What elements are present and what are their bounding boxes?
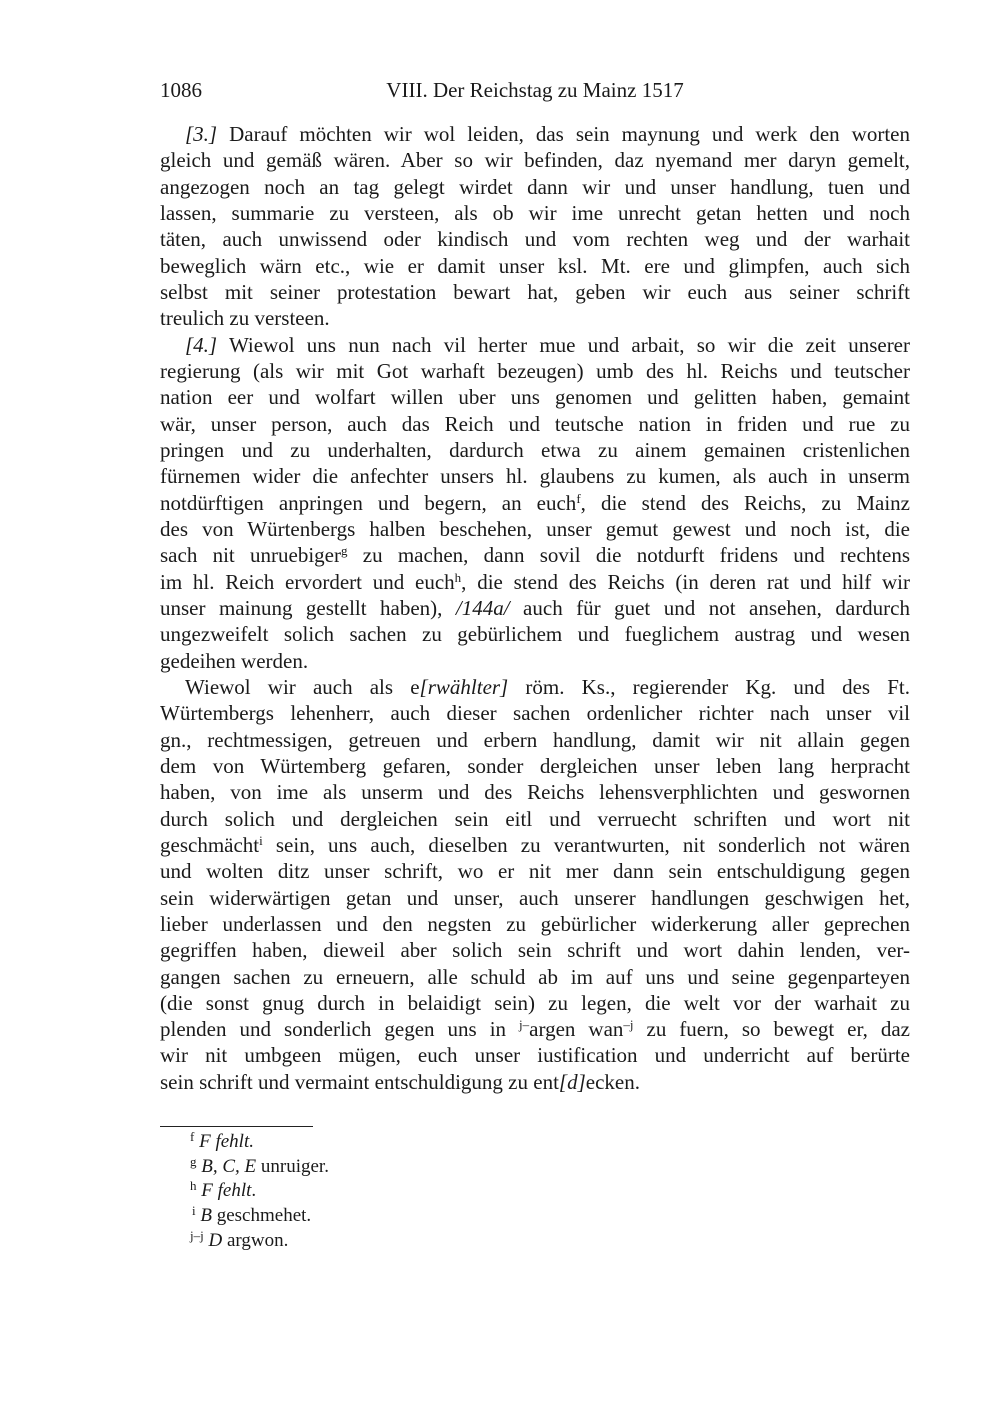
text-segment: fürnemen wider die anfechter unsers hl. glaubens zu kumen, als auch in unserm xyxy=(160,464,910,489)
text-line xyxy=(160,332,910,358)
italic-text: B, C, E xyxy=(201,1155,257,1177)
italic-text: F fehlt xyxy=(201,1180,252,1202)
text-segment: lassen, summarie zu versteen, als ob wir ime unrecht getan hetten und noch xyxy=(160,200,910,225)
text-segment: (die sonst gnug durch in belaidigt sein) zu legen, die welt vor der warhait zu xyxy=(160,990,910,1015)
text-segment: zu fuern, so bewegt er, daz xyxy=(633,1017,910,1042)
text-line xyxy=(160,1069,910,1095)
paragraph xyxy=(160,674,910,1095)
text-segment: , die stend des Reichs (in deren rat und hilf wir xyxy=(461,569,910,594)
text-line xyxy=(160,358,910,384)
text-line xyxy=(160,279,910,305)
text-segment: sein widerwärtigen getan und unser, auch unserer handlungen geschwigen het, xyxy=(160,885,910,910)
text-segment: treulich zu versteen. xyxy=(160,306,330,331)
text-segment: Wiewol uns nun nach vil herter mue und arbait, so wir die zeit unserer xyxy=(217,332,910,357)
text-line xyxy=(160,911,910,937)
text-line xyxy=(160,147,910,173)
footnote-marker: h xyxy=(190,1178,197,1194)
footnote-marker: i xyxy=(192,1203,196,1219)
text-line xyxy=(160,542,910,568)
italic-text: B xyxy=(200,1205,212,1227)
text-line xyxy=(160,384,910,410)
text-segment: gedeihen werden. xyxy=(160,648,309,673)
text-line xyxy=(160,1042,910,1068)
text-line xyxy=(160,990,910,1016)
text-segment: sach nit unruebiger xyxy=(160,543,341,568)
text-segment: angezogen noch an tag gelegt wirdet dann wir und unser handlung, tuen und xyxy=(160,174,910,199)
text-segment: sein, uns auch, dieselben zu verantwurten, nit sonderlich not wären xyxy=(262,832,910,857)
text-line xyxy=(160,779,910,805)
text-line xyxy=(160,569,910,595)
footnotes xyxy=(190,1130,329,1253)
footnote-marker: j–j xyxy=(190,1227,204,1243)
text-segment: geschmehet. xyxy=(211,1205,312,1227)
main-text xyxy=(160,121,910,1095)
italic-text: [d] xyxy=(558,1069,586,1094)
text-line xyxy=(160,832,910,858)
paragraph xyxy=(160,121,910,332)
text-segment: gegriffen haben, dieweil aber solich sein schrift und wort dahin lenden, ver- xyxy=(160,938,910,963)
text-line xyxy=(160,305,910,331)
italic-text: /144a/ xyxy=(455,595,510,620)
footnote-marker: f xyxy=(190,1129,195,1144)
text-segment: geschmächt xyxy=(160,832,260,857)
text-segment: ungezweifelt solich sachen zu gebürlichem und fueglichem austrag und wesen xyxy=(160,622,910,647)
text-segment: ecken. xyxy=(585,1069,640,1094)
text-segment: haben, von ime als unserm und des Reichs lehensverphlichten und geswornen xyxy=(160,780,910,805)
text-line xyxy=(160,753,910,779)
paragraph xyxy=(160,332,910,674)
footnote-marker: g xyxy=(340,543,348,559)
text-segment: Wiewol wir auch als e xyxy=(185,674,420,699)
text-line xyxy=(160,253,910,279)
running-header xyxy=(160,78,910,108)
text-line xyxy=(160,727,910,753)
text-line xyxy=(160,437,910,463)
text-segment: röm. Ks., regierender Kg. und des Ft. xyxy=(508,674,911,699)
text-line xyxy=(160,858,910,884)
text-segment: gleich und gemäß wären. Aber so wir befinden, daz nyemand mer daryn gemelt, xyxy=(160,148,910,173)
text-segment: unser mainung gestellt haben), xyxy=(160,595,456,620)
text-segment: argwon. xyxy=(222,1229,289,1251)
text-segment: pringen und zu underhalten, dardurch etwa zu ainem gemainen cristenlichen xyxy=(160,437,910,462)
text-line xyxy=(160,1016,910,1042)
text-segment: unruiger. xyxy=(256,1155,329,1177)
italic-text: [rwählter] xyxy=(419,674,509,699)
text-line xyxy=(160,226,910,252)
text-segment: . xyxy=(251,1180,257,1202)
text-line xyxy=(160,937,910,963)
text-line xyxy=(160,174,910,200)
text-line xyxy=(160,700,910,726)
footnote-marker: g xyxy=(190,1153,197,1169)
text-segment: gangen sachen zu erneuern, alle schuld ab im auf uns und seine gegenparteyen xyxy=(160,964,910,989)
text-segment: wär, unser person, auch das Reich und teutsche nation in friden und rue zu xyxy=(160,411,910,436)
text-segment: des von Würtenbergs halben beschehen, unser gemut gewest und noch ist, die xyxy=(160,516,910,541)
text-segment: beweglich wärn etc., wie er damit unser ksl. Mt. ere und glimpfen, auch sich xyxy=(160,253,910,278)
text-line xyxy=(160,621,910,647)
text-line xyxy=(160,490,910,516)
italic-text: F fehlt. xyxy=(199,1131,254,1152)
text-segment: regierung (als wir mit Got warhaft bezeugen) umb des hl. Reichs und teutscher xyxy=(160,358,910,383)
footnote xyxy=(190,1130,329,1155)
text-segment: argen wan xyxy=(529,1017,624,1042)
text-line xyxy=(160,200,910,226)
page-number: 1086 xyxy=(160,78,202,102)
text-segment: Darauf möchten wir wol leiden, das sein maynung und werk den worten xyxy=(217,122,910,146)
text-segment: sein schrift und vermaint entschuldigung zu ent xyxy=(160,1069,559,1094)
footnote-marker: f xyxy=(576,490,581,506)
text-line xyxy=(160,411,910,437)
text-line xyxy=(160,648,910,674)
italic-text: D xyxy=(208,1229,223,1251)
text-segment: Würtembergs lehenherr, auch dieser sachen ordenlicher richter nach unser vil xyxy=(160,701,910,726)
text-segment: nation eer und wolfart willen uber uns genomen und gelitten haben, gemaint xyxy=(160,385,910,410)
text-segment: wir nit umbgeen mügen, euch unser iustification und underricht auf berürte xyxy=(160,1043,910,1068)
text-line xyxy=(160,885,910,911)
text-segment: im hl. Reich ervordert und euch xyxy=(160,569,455,594)
text-segment: zu machen, dann sovil die notdurft fridens und rechtens xyxy=(347,543,910,568)
text-segment: und wolten ditz unser schrift, wo er nit mer dann sein entschuldigung gegen xyxy=(160,859,910,884)
footnote xyxy=(190,1179,329,1204)
text-line xyxy=(160,516,910,542)
footnote-marker: i xyxy=(259,832,263,848)
text-segment: selbst mit seiner protestation bewart hat, geben wir euch aus seiner schrift xyxy=(160,279,910,304)
text-segment: notdürftigen anpringen und begern, an euch xyxy=(160,490,577,515)
text-line xyxy=(160,121,910,147)
text-segment: dem von Würtemberg gefaren, sonder dergleichen unser leben lang herpracht xyxy=(160,753,910,778)
footnote-marker: –j xyxy=(623,1017,634,1033)
footnote xyxy=(190,1229,329,1254)
text-segment: gn., rechtmessigen, getreuen und erbern handlung, damit wir nit allain gegen xyxy=(160,727,910,752)
running-title: VIII. Der Reichstag zu Mainz 1517 xyxy=(386,78,684,102)
italic-text: [3.] xyxy=(185,122,218,146)
text-segment: durch solich und dergleichen sein eitl und verruecht schriften und wort nit xyxy=(160,806,910,831)
footnote-marker: h xyxy=(454,569,462,585)
text-line xyxy=(160,806,910,832)
text-segment: plenden und sonderlich gegen uns in xyxy=(160,1017,520,1042)
footnote-marker: j– xyxy=(519,1017,530,1033)
footnote xyxy=(190,1204,329,1229)
footnote xyxy=(190,1155,329,1180)
text-line xyxy=(160,964,910,990)
text-line xyxy=(160,674,910,700)
text-segment: lieber underlassen und den negsten zu gebürlicher widerkerung aller geprechen xyxy=(160,911,910,936)
footnote-divider xyxy=(160,1126,313,1127)
italic-text: [4.] xyxy=(185,332,218,357)
text-segment: täten, auch unwissend oder kindisch und vom rechten weg und der warhait xyxy=(160,227,910,252)
text-segment: , die stend des Reichs, zu Mainz xyxy=(580,490,910,515)
text-line xyxy=(160,463,910,489)
text-segment: auch für guet und not ansehen, dardurch xyxy=(509,595,910,620)
text-line xyxy=(160,595,910,621)
